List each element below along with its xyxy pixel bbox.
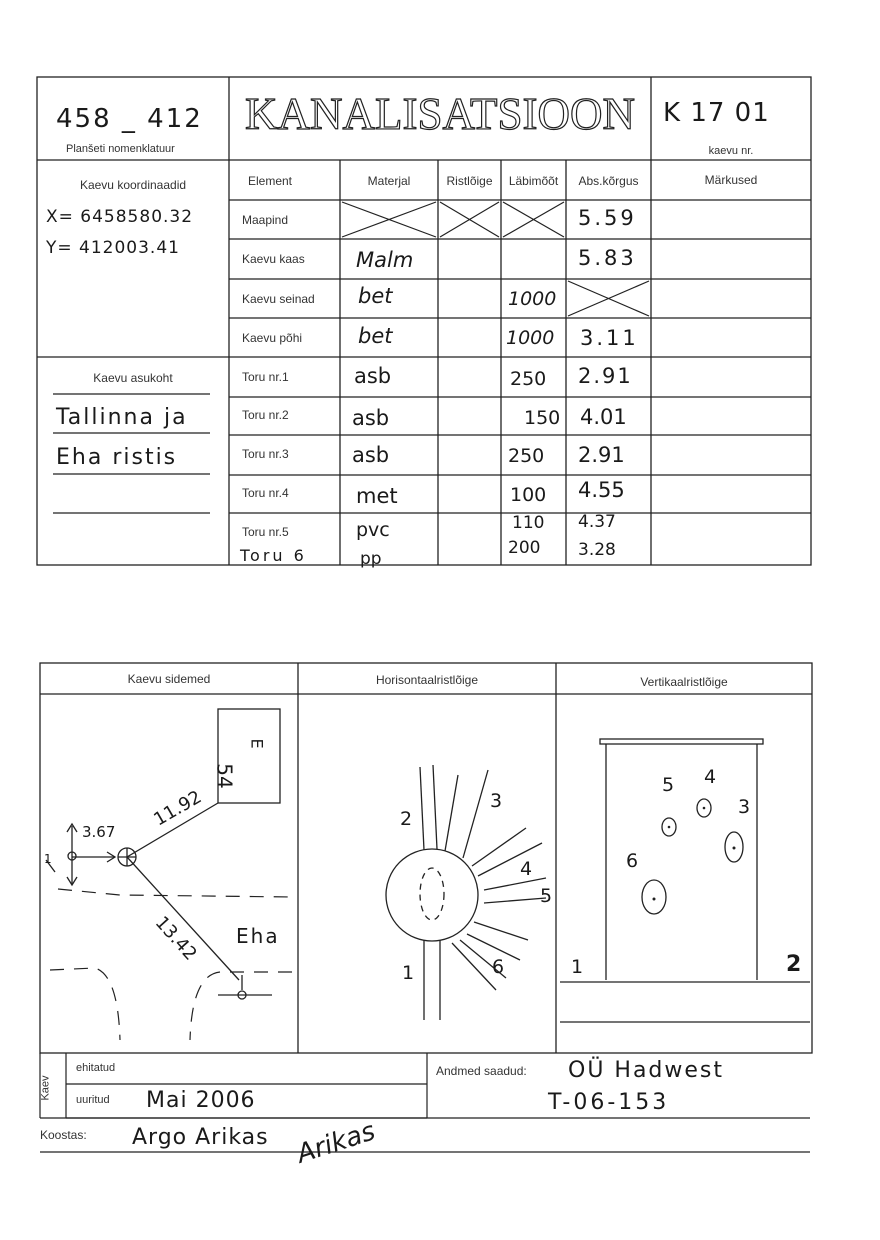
coordinates-label: Kaevu koordinaadid	[79, 178, 187, 192]
row-element: Toru 6	[240, 546, 307, 565]
connections-sketch	[46, 709, 280, 999]
row-height: 5.83	[578, 246, 637, 270]
street-name: Eha	[236, 924, 280, 948]
row-material: bet	[358, 284, 393, 308]
row-height: 5.59	[578, 206, 637, 230]
hor-pipe-label-4: 4	[520, 858, 533, 880]
house-number: 54	[212, 763, 237, 789]
coordinate-x: X= 6458580.32	[46, 207, 194, 227]
row-element: Toru nr.2	[242, 408, 289, 422]
row-height: 4.37	[578, 512, 616, 532]
row-height: 4.01	[580, 405, 627, 429]
col-header-diameter: Läbimõõt	[508, 174, 559, 188]
nomenclature-value: 458 _ 412	[56, 104, 203, 134]
row-height: 2.91	[578, 364, 633, 388]
row-height: 3.11	[580, 326, 639, 350]
location-line2: Eha ristis	[56, 445, 178, 470]
col-header-cross-section: Ristlõige	[446, 174, 493, 188]
col-header-element: Element	[247, 174, 293, 188]
row-material: Malm	[356, 248, 414, 272]
signature: Arikas	[293, 1116, 379, 1170]
row-diameter: 1000	[508, 288, 557, 310]
row-height: 2.91	[578, 443, 625, 467]
row-element: Maapind	[242, 213, 289, 227]
row-material: asb	[352, 406, 390, 430]
row-material: asb	[352, 443, 390, 467]
hor-pipe-label-3: 3	[490, 790, 503, 812]
location-line1: Tallinna ja	[56, 405, 188, 430]
row-height: 3.28	[578, 540, 616, 560]
vert-pipe-label-2: 2	[786, 952, 802, 977]
row-element: Toru nr.5	[242, 525, 289, 539]
hor-pipe-label-6: 6	[492, 956, 505, 978]
surveyed-value: Mai 2006	[146, 1088, 256, 1113]
hor-pipe-label-1: 1	[402, 962, 415, 984]
row-diameter: 150	[524, 407, 561, 429]
row-material: met	[356, 484, 398, 508]
row-element: Toru nr.3	[242, 447, 289, 461]
hor-pipe-label-2: 2	[400, 808, 413, 830]
vert-pipe-label-6: 6	[626, 850, 639, 872]
row-material: pp	[360, 549, 382, 569]
vert-pipe-label-3: 3	[738, 796, 751, 818]
row-diameter: 110	[512, 513, 545, 533]
compiled-label: Koostas:	[40, 1128, 87, 1142]
row-diameter: 250	[510, 368, 547, 390]
col-header-abs-height: Abs.kõrgus	[578, 174, 639, 188]
row-element: Toru nr.1	[242, 370, 289, 384]
row-element: Kaevu kaas	[242, 252, 305, 266]
row-material: asb	[354, 364, 392, 388]
distance-to-corner: 13.42	[150, 912, 201, 965]
row-height: 4.55	[578, 478, 625, 502]
row-diameter: 200	[508, 538, 541, 558]
vert-pipe-label-1: 1	[571, 956, 584, 978]
col-header-remarks: Märkused	[704, 173, 758, 187]
data-from-label: Andmed saadud:	[436, 1064, 527, 1078]
row-element: Kaevu põhi	[242, 331, 303, 345]
connection-mark: 1	[44, 852, 52, 866]
footer-side-label: Kaev	[39, 1075, 52, 1101]
row-material: pvc	[356, 519, 390, 541]
row-diameter: 250	[508, 445, 545, 467]
vert-pipe-label-4: 4	[704, 766, 717, 788]
page-title: KANALISATSIOON	[245, 89, 635, 139]
well-number-label: kaevu nr.	[708, 145, 754, 157]
vert-pipe-label-5: 5	[662, 774, 675, 796]
distance-to-house: 11.92	[150, 786, 206, 831]
horizontal-section-title: Horisontaalristlõige	[375, 673, 479, 687]
row-diameter: 100	[510, 484, 547, 506]
hor-pipe-label-5: 5	[540, 885, 553, 907]
row-material: bet	[358, 324, 393, 348]
coordinate-y: Y= 412003.41	[46, 238, 180, 258]
vertical-section-sketch	[560, 739, 810, 1022]
location-label: Kaevu asukoht	[93, 371, 173, 385]
data-from-code: T-06-153	[548, 1090, 670, 1115]
connections-title: Kaevu sidemed	[127, 672, 211, 686]
row-diameter: 1000	[506, 327, 555, 349]
nomenclature-label: Planšeti nomenklatuur	[66, 143, 175, 155]
built-label: ehitatud	[76, 1062, 116, 1074]
offset-distance: 3.67	[82, 823, 116, 841]
row-element: Kaevu seinad	[242, 292, 315, 306]
vertical-section-title: Vertikaalristlõige	[640, 675, 728, 689]
compiled-value: Argo Arikas	[132, 1125, 269, 1150]
col-header-material: Materjal	[367, 174, 411, 188]
data-from-value: OÜ Hadwest	[568, 1058, 725, 1083]
house-letter: E	[247, 738, 267, 749]
well-number-value: K 17 01	[663, 98, 770, 128]
row-element: Toru nr.4	[242, 486, 289, 500]
surveyed-label: uuritud	[76, 1094, 110, 1106]
